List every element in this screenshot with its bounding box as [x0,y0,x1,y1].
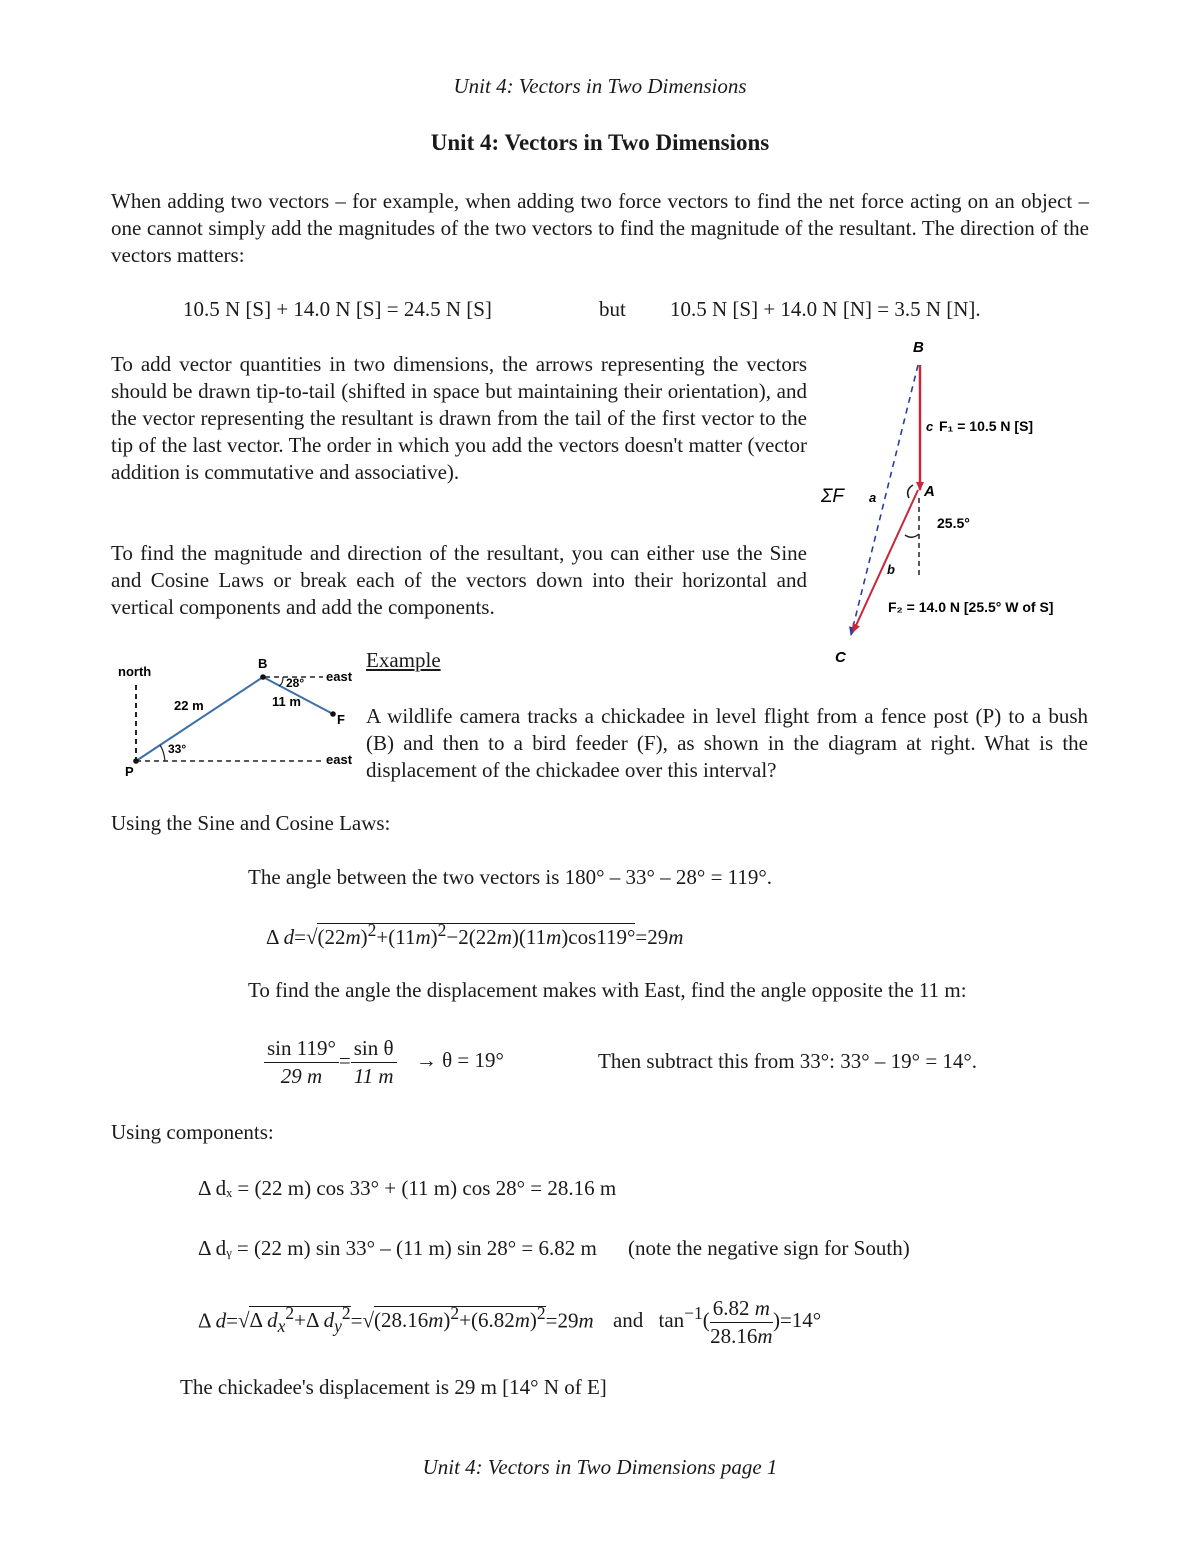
conclusion: The chickadee's displacement is 29 m [14° N of E] [180,1375,607,1399]
sine-law-result: → θ = 19° [415,1048,504,1073]
and-word: and [612,1308,644,1333]
sine-law-equation: $\frac{\sin 119^\circ}{29 m}$ = $\frac{\text{sin θ}}{11 m}$ → θ = 19° [264,1036,504,1089]
angle-between-vectors: The angle between the two vectors is 180° – 33° – 28° = 119°. [248,865,773,889]
north-label: north [118,664,152,679]
net-force-label: ΣF [821,486,844,507]
components-heading: Using components: [111,1120,274,1144]
vector-addition-diagram [815,330,1095,670]
components-intro-paragraph: To find the magnitude and direction of the resultant, you can either use the Sine and Cosine Laws or break each of the vectors down into their horizontal and vertical components and add the components. [111,541,807,619]
f1-label: F₁ = 10.5 N [S] [939,418,1034,434]
bush-label: B [258,656,268,671]
dx-equation: Δ dₓ = (22 m) cos 33° + (11 m) cos 28° = 28.16 m [198,1176,617,1200]
dy-note: (note the negative sign for South) [628,1236,910,1260]
subtract-angle-text: Then subtract this from 33°: 33° – 19° = 14°. [598,1049,978,1073]
sine-law-num2: sin θ [351,1036,397,1063]
example-text: A wildlife camera tracks a chickadee in level flight from a fence post (P) to a bush (B) and then to a bird feeder (F), as shown in the diagram at right. What is the displacement of the chickadee over this interval? [366,704,1088,782]
point-a-label: A [924,483,935,500]
length-22m-label: 22 m [174,698,204,713]
dy-equation: Δ dᵧ = (22 m) sin 33° – (11 m) sin 28° = 6.82 m [198,1236,597,1260]
angle-arc [905,534,919,537]
side-b-label: b [887,562,895,577]
angle-label: 25.5° [937,515,970,531]
example-heading: Example [366,648,441,672]
tip-to-tail-paragraph: To add vector quantities in two dimensions, the arrows representing the vectors should be drawn tip-to-tail (shifted in space but maintaining their orientation), and the vector representing the resultant is drawn from the tail of the first vector to the tip of the last vector. The order in which you add the vectors doesn't matter (vector addition is commutative and associative). [111,352,807,484]
point-b-label: B [913,339,924,356]
east-top-label: east [326,669,353,684]
sine-law-den2: 11 m [353,1064,394,1088]
point-c-label: C [835,649,846,666]
sine-law-den1: 29 m [280,1064,323,1088]
fence-post-label: P [125,764,134,779]
page-title: Unit 4: Vectors in Two Dimensions [430,130,770,155]
resultant-vector [851,365,918,635]
equation-but: but [599,297,626,321]
side-c-label: c [926,419,934,434]
page-footer: Unit 4: Vectors in Two Dimensions page 1 [422,1455,778,1479]
sine-cosine-heading: Using the Sine and Cosine Laws: [111,811,391,835]
page-header: Unit 4: Vectors in Two Dimensions [453,74,747,98]
point-a-arc [908,485,913,498]
angle-28-label: 28° [286,676,305,690]
east-bottom-label: east [326,752,353,767]
magnitude-equation: Δ d=√Δ $d_x^2+\Delta$ $d_y^2=√(28.16m)^2+(6.82m)^2=29m$ and $\tan^{-1}$( $\frac{6.82 m}{28.16m}$ )=14° [198,1296,822,1348]
flight-path-diagram [113,652,363,787]
equation-same-direction: 10.5 N [S] + 14.0 N [S] = 24.5 N [S] [183,297,492,321]
angle-opposite-intro: To find the angle the displacement makes with East, find the angle opposite the 11 m: [248,978,967,1002]
intro-paragraph: When adding two vectors – for example, when adding two force vectors to find the net force acting on an object – one cannot simply add the magnitudes of the two vectors to find the magnitude of the resultant. The direction of the vectors matters: [111,189,1089,267]
equation-opposite-direction: 10.5 N [S] + 14.0 N [N] = 3.5 N [N]. [670,297,981,321]
cosine-law-equation: Δ $d=√(22m)^2+(11m)^2-2(22m)(11m)\cos 119^\circ=29m$ [266,920,684,949]
sine-law-num1: sin 119° [264,1036,339,1063]
length-11m-label: 11 m [272,694,301,709]
angle-33-label: 33° [168,742,187,756]
side-a-label: a [869,490,877,505]
f2-label: F₂ = 14.0 N [25.5° W of S] [888,599,1054,615]
path-pb [136,677,263,761]
feeder-label: F [337,712,345,727]
